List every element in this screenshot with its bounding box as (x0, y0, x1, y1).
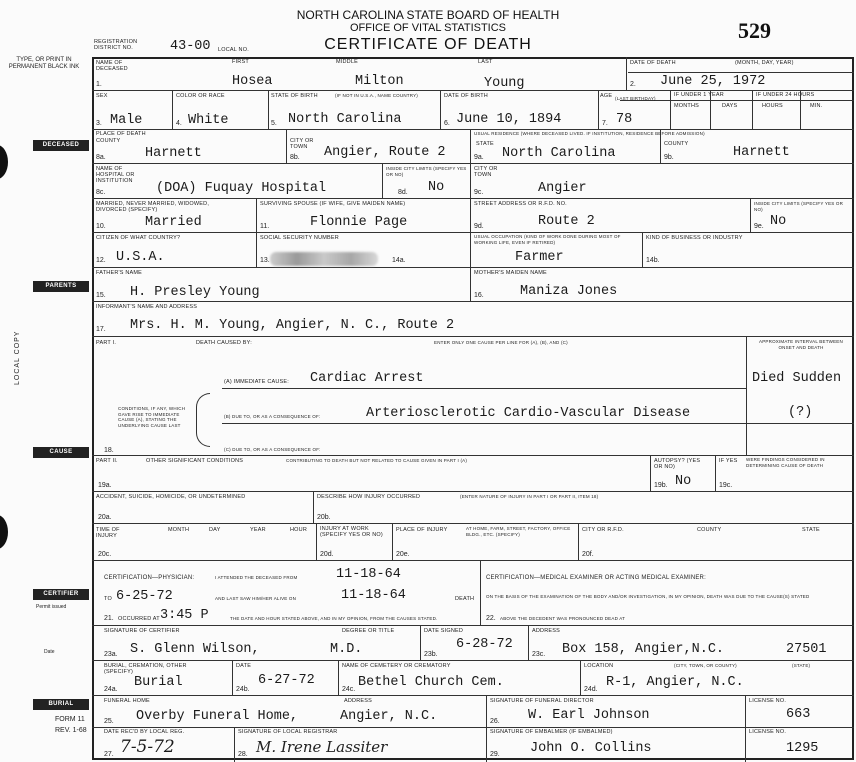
spouse-label: SURVIVING SPOUSE (IF WIFE, GIVE MAIDEN NAME) (260, 201, 406, 207)
cert-me-label: CERTIFICATION—MEDICAL EXAMINER OR ACTING MEDICAL EXAMINER: (486, 575, 706, 581)
autopsy-value: No (675, 474, 692, 489)
burial-label: BURIAL, CREMATION, OTHER (SPECIFY) (104, 663, 187, 675)
item-number: 12. (96, 257, 106, 264)
at-work-label: INJURY AT WORK (SPECIFY YES OR NO) (320, 526, 383, 538)
item-number: 19c. (719, 482, 733, 489)
autopsy-label: AUTOPSY? (YES OR NO) (654, 458, 701, 470)
item-number: 9c. (474, 189, 484, 196)
registration-district-value: 43-00 (170, 39, 211, 54)
sex-value: Male (110, 113, 143, 128)
res-inside-value: No (770, 214, 787, 229)
item-number: 4. (176, 120, 182, 127)
burial-date-value: 6-27-72 (258, 673, 315, 688)
findings-label: WERE FINDINGS CONSIDERED IN DETERMINING CAUSE OF DEATH (746, 457, 825, 468)
place-injury-sub: AT HOME, FARM, STREET, FACTORY, OFFICE BLDG., ETC. (SPECIFY) (466, 526, 571, 537)
item-number: 23a. (104, 651, 118, 658)
burial-value: Burial (134, 675, 183, 690)
injury-state-label: STATE (802, 527, 820, 533)
attended-label: I ATTENDED THE DECEASED FROM (215, 575, 298, 580)
hospital-value: (DOA) Fuquay Hospital (156, 181, 327, 196)
date-of-death-value: June 25, 1972 (660, 74, 766, 89)
certificate-number: 529 (738, 18, 771, 43)
place-death-label: PLACE OF DEATH (96, 131, 146, 137)
injury-month-label: MONTH (168, 527, 190, 533)
injury-hour-label: HOUR (290, 527, 307, 533)
inside-limits-label: INSIDE CITY LIMITS (SPECIFY YES OR NO) (386, 166, 467, 177)
recd-date-value: 7-5-72 (120, 737, 175, 757)
item-number: 14b. (646, 257, 660, 264)
item-number: 24b. (236, 686, 250, 693)
res-county-label: COUNTY (664, 141, 689, 147)
residence-label: USUAL RESIDENCE (WHERE DECEASED LIVED. IF INSTITUTION, RESIDENCE BEFORE ADMISSION) (474, 131, 705, 136)
certifier-value: S. Glenn Wilson, (130, 642, 260, 657)
item-number: 9d. (474, 223, 484, 230)
street-value: Route 2 (538, 214, 595, 229)
one-cause-label: ENTER ONLY ONE CAUSE PER LINE FOR (A), (B), AND (C) (434, 340, 568, 345)
form-number: FORM 11 (55, 716, 85, 723)
pronounced-label: ABOVE THE DECEDENT WAS PRONOUNCED DEAD AT (500, 616, 626, 621)
date-of-death-label: DATE OF DEATH (630, 60, 676, 66)
mother-label: MOTHER'S MAIDEN NAME (474, 270, 547, 276)
date-signed-value: 6-28-72 (456, 637, 513, 652)
brace-mark (196, 393, 210, 447)
res-inside-label: INSIDE CITY LIMITS (SPECIFY YES OR NO) (754, 201, 844, 212)
item-number: 19a. (98, 482, 112, 489)
funeral-home-value: Overby Funeral Home, (136, 709, 299, 724)
hours-label: HOURS (762, 103, 783, 109)
item-number: 1. (96, 81, 102, 88)
office-name: OFFICE OF VITAL STATISTICS (349, 22, 507, 34)
injury-year-label: YEAR (250, 527, 266, 533)
date-birth-value: June 10, 1894 (456, 112, 562, 127)
ink-instruction: TYPE, OR PRINT IN PERMANENT BLACK INK (8, 57, 80, 70)
months-label: MONTHS (674, 103, 700, 109)
state-birth-label: STATE OF BIRTH (271, 93, 318, 99)
name-label: NAME OF DECEASED (96, 60, 128, 72)
date-hour-label: THE DATE AND HOUR STATED ABOVE, AND IN MY OPINION, FROM THE CAUSES STATED. (230, 616, 438, 621)
part-two-label: PART II. (96, 458, 118, 464)
race-label: COLOR OR RACE (176, 93, 225, 99)
occurred-label: OCCURRED AT (118, 616, 160, 622)
res-state-value: North Carolina (502, 146, 616, 161)
middle-name-value: Milton (355, 74, 404, 89)
item-number: 6. (444, 120, 450, 127)
date-signed-label: DATE SIGNED (424, 628, 464, 634)
item-number: 20f. (582, 551, 594, 558)
hospital-label: NAME OF HOSPITAL OR INSTITUTION (96, 166, 135, 184)
fh-address-value: Angier, N.C. (340, 709, 438, 724)
ssn-redaction (270, 252, 378, 266)
father-value: H. Presley Young (130, 285, 260, 300)
state-birth-value: North Carolina (288, 112, 402, 127)
res-city-label: CITY OR TOWN (474, 166, 498, 178)
item-number: 16. (474, 292, 484, 299)
item-number: 20e. (396, 551, 410, 558)
attended-to-value: 6-25-72 (116, 589, 173, 604)
cemetery-label: NAME OF CEMETERY OR CREMATORY (342, 663, 451, 669)
punch-hole (0, 145, 8, 179)
permit-issued-label: Permit issued (36, 604, 67, 610)
section-tag-certifier: CERTIFIER (33, 589, 89, 600)
death-caused-by-label: DEATH CAUSED BY: (196, 340, 252, 346)
item-number: 18. (104, 447, 114, 454)
interval-label: APPROXIMATE INTERVAL BETWEEN ONSET AND DEATH (759, 339, 843, 350)
age-sub: (LAST BIRTHDAY) (615, 96, 656, 101)
date-label-side: Date (44, 649, 55, 655)
date-birth-label: DATE OF BIRTH (444, 93, 488, 99)
age-value: 78 (616, 112, 633, 127)
location-label: LOCATION (584, 663, 614, 669)
item-number: 9e. (754, 223, 764, 230)
if-yes-label: IF YES (719, 458, 738, 464)
cert-address-label: ADDRESS (532, 628, 560, 634)
under-24-hours-label: IF UNDER 24 HOURS (756, 92, 815, 98)
funeral-home-label: FUNERAL HOME (104, 698, 150, 704)
ssn-label: SOCIAL SECURITY NUMBER (260, 235, 339, 241)
item-number: 9b. (664, 154, 674, 161)
license-label: LICENSE NO. (749, 698, 787, 704)
revision-label: REV. 1-68 (55, 727, 87, 734)
location-value: R-1, Angier, N.C. (606, 675, 744, 690)
item-number: 2. (630, 81, 636, 88)
cause-b-value: Arteriosclerotic Cardio-Vascular Disease (366, 406, 691, 421)
degree-value: M.D. (330, 642, 363, 657)
injury-county-label: COUNTY (697, 527, 722, 533)
item-number: 29. (490, 751, 500, 758)
res-city-value: Angier (538, 181, 587, 196)
describe-label: DESCRIBE HOW INJURY OCCURRED (317, 494, 421, 500)
business-label: KIND OF BUSINESS OR INDUSTRY (646, 235, 743, 241)
describe-sub: (ENTER NATURE OF INJURY IN PART I OR PART II, ITEM 18) (460, 494, 599, 499)
informant-label: INFORMANT'S NAME AND ADDRESS (96, 304, 198, 310)
item-number: 28. (238, 751, 248, 758)
last-saw-label: AND LAST SAW HIM/HER ALIVE ON (215, 596, 297, 601)
state-label: STATE (476, 141, 494, 147)
immediate-cause-label: (A) IMMEDIATE CAUSE: (224, 379, 290, 385)
first-label: FIRST (232, 59, 249, 65)
county-label: COUNTY (96, 138, 121, 144)
sig-registrar-label: SIGNATURE OF LOCAL REGISTRAR (238, 729, 338, 735)
cert-physician-label: CERTIFICATION—PHYSICIAN: (104, 575, 195, 581)
dod-format-label: (MONTH, DAY, YEAR) (735, 60, 794, 66)
section-tag-parents: PARENTS (33, 281, 89, 292)
item-number: 17. (96, 326, 106, 333)
item-number: 9a. (474, 154, 484, 161)
license1-value: 663 (786, 707, 811, 722)
hour-death-value: 3:45 P (160, 608, 209, 623)
item-number: 20b. (317, 514, 331, 521)
accident-label: ACCIDENT, SUICIDE, HOMICIDE, OR UNDETERMINED (96, 494, 246, 500)
middle-label: MIDDLE (336, 59, 358, 65)
last-label: LAST (478, 59, 493, 65)
sig-certifier-label: SIGNATURE OF CERTIFIER (104, 628, 180, 634)
married-label: MARRIED, NEVER MARRIED, WIDOWED, DIVORCED (SPECIFY) (96, 201, 210, 213)
embalmer-value: John O. Collins (530, 741, 652, 756)
city-rfd-label: CITY OR R.F.D. (582, 527, 624, 533)
item-number: 13. (260, 257, 270, 264)
sex-label: SEX (96, 93, 108, 99)
registration-district-label: REGISTRATION DISTRICT NO. (94, 39, 138, 51)
location-sub: (CITY, TOWN, OR COUNTY) (674, 663, 737, 668)
item-number: 27. (104, 751, 114, 758)
occupation-value: Farmer (515, 250, 564, 265)
cert-me-sub: ON THE BASIS OF THE EXAMINATION OF THE BODY AND/OR INVESTIGATION, IN MY OPINION, DEATH WAS DUE TO THE CAUSE(S) STATED (486, 594, 810, 599)
other-conditions-sub: CONTRIBUTING TO DEATH BUT NOT RELATED TO CAUSE GIVEN IN PART I (A) (286, 458, 468, 463)
other-conditions-label: OTHER SIGNIFICANT CONDITIONS (146, 458, 244, 464)
father-label: FATHER'S NAME (96, 270, 143, 276)
item-number: 5. (271, 120, 277, 127)
burial-date-label: DATE (236, 663, 252, 669)
death-word-label: DEATH (455, 596, 475, 602)
registrar-signature: M. Irene Lassiter (256, 738, 388, 756)
street-label: STREET ADDRESS OR R.F.D. NO. (474, 201, 567, 207)
min-label: MIN. (810, 103, 823, 109)
married-value: Married (145, 215, 202, 230)
item-number: 7. (602, 120, 608, 127)
interval-b-value: (?) (788, 405, 813, 420)
conditions-label: CONDITIONS, IF ANY, WHICH GAVE RISE TO IMMEDIATE CAUSE (A), STATING THE UNDERLYING CAUSE LAST (118, 406, 186, 428)
last-saw-value: 11-18-64 (341, 588, 406, 603)
cemetery-value: Bethel Church Cem. (358, 675, 504, 690)
to-label: TO (104, 596, 112, 602)
director-value: W. Earl Johnson (528, 708, 650, 723)
license2-label: LICENSE NO. (749, 729, 787, 735)
injury-day-label: DAY (209, 527, 221, 533)
certificate-title: CERTIFICATE OF DEATH (324, 36, 532, 53)
spouse-value: Flonnie Page (310, 215, 408, 230)
item-number: 8a. (96, 154, 106, 161)
recd-label: DATE REC'D BY LOCAL REG. (104, 729, 185, 735)
age-label: AGE (600, 93, 613, 99)
race-value: White (188, 113, 229, 128)
informant-value: Mrs. H. M. Young, Angier, N. C., Route 2 (130, 318, 455, 333)
zip-value: 27501 (786, 642, 827, 657)
item-number: 24d. (584, 686, 598, 693)
immediate-cause-value: Cardiac Arrest (310, 371, 424, 386)
punch-hole (0, 515, 8, 549)
item-number: 23b. (424, 651, 438, 658)
mother-value: Maniza Jones (520, 284, 618, 299)
fh-address-label: ADDRESS (344, 698, 372, 704)
item-number: 20d. (320, 551, 334, 558)
local-copy-label: LOCAL COPY (14, 330, 21, 385)
item-number: 19b. (654, 482, 668, 489)
item-number: 20c. (98, 551, 112, 558)
item-number: 24a. (104, 686, 118, 693)
item-number: 11. (260, 223, 270, 230)
county-death-value: Harnett (145, 146, 202, 161)
item-number: 22. (486, 615, 496, 622)
days-label: DAYS (722, 103, 738, 109)
res-county-value: Harnett (733, 145, 790, 160)
burial-state-label: (STATE) (792, 663, 811, 668)
item-number: 8d. (398, 189, 408, 196)
item-number: 24c. (342, 686, 356, 693)
city-death-value: Angier, Route 2 (324, 145, 446, 160)
item-number: 21. (104, 615, 114, 622)
item-number: 10. (96, 223, 106, 230)
interval-a-value: Died Sudden (752, 371, 842, 386)
part-one-label: PART I. (96, 340, 117, 346)
city-label: CITY OR TOWN (290, 138, 314, 150)
item-number: 8c. (96, 189, 106, 196)
inside-hosp-value: No (428, 180, 445, 195)
cert-address-value: Box 158, Angier,N.C. (562, 642, 725, 657)
section-tag-cause: CAUSE (33, 447, 89, 458)
state-birth-sub: (IF NOT IN U.S.A., NAME COUNTRY) (335, 93, 418, 98)
license2-value: 1295 (786, 741, 819, 756)
attended-from-value: 11-18-64 (336, 567, 401, 582)
degree-label: DEGREE OR TITLE (342, 628, 395, 634)
section-tag-burial: BURIAL (33, 699, 89, 710)
last-name-value: Young (484, 76, 525, 91)
item-number: 23c. (532, 651, 546, 658)
first-name-value: Hosea (232, 74, 273, 89)
due-to-c-label: (C) DUE TO, OR AS A CONSEQUENCE OF: (224, 447, 321, 452)
time-injury-label: TIME OF INJURY (96, 527, 120, 539)
citizen-value: U.S.A. (116, 250, 165, 265)
item-number: 26. (490, 718, 500, 725)
item-number: 3. (96, 120, 102, 127)
item-number: 20a. (98, 514, 112, 521)
agency-name: NORTH CAROLINA STATE BOARD OF HEALTH (296, 8, 560, 22)
place-injury-label: PLACE OF INJURY (396, 527, 448, 533)
sig-director-label: SIGNATURE OF FUNERAL DIRECTOR (490, 698, 594, 704)
item-number: 25. (104, 718, 114, 725)
citizen-label: CITIZEN OF WHAT COUNTRY? (96, 235, 181, 241)
item-number: 14a. (392, 257, 406, 264)
due-to-b-label: (B) DUE TO, OR AS A CONSEQUENCE OF: (224, 414, 321, 419)
sig-embalmer-label: SIGNATURE OF EMBALMER (IF EMBALMED) (490, 729, 613, 735)
section-tag-deceased: DECEASED (33, 140, 89, 151)
local-no-label: LOCAL NO. (218, 47, 249, 53)
under-1-year-label: IF UNDER 1 YEAR (674, 92, 724, 98)
item-number: 15. (96, 292, 106, 299)
occupation-label: USUAL OCCUPATION (KIND OF WORK DONE DURING MOST OF WORKING LIFE, EVEN IF RETIRED) (474, 234, 621, 245)
item-number: 8b. (290, 154, 300, 161)
